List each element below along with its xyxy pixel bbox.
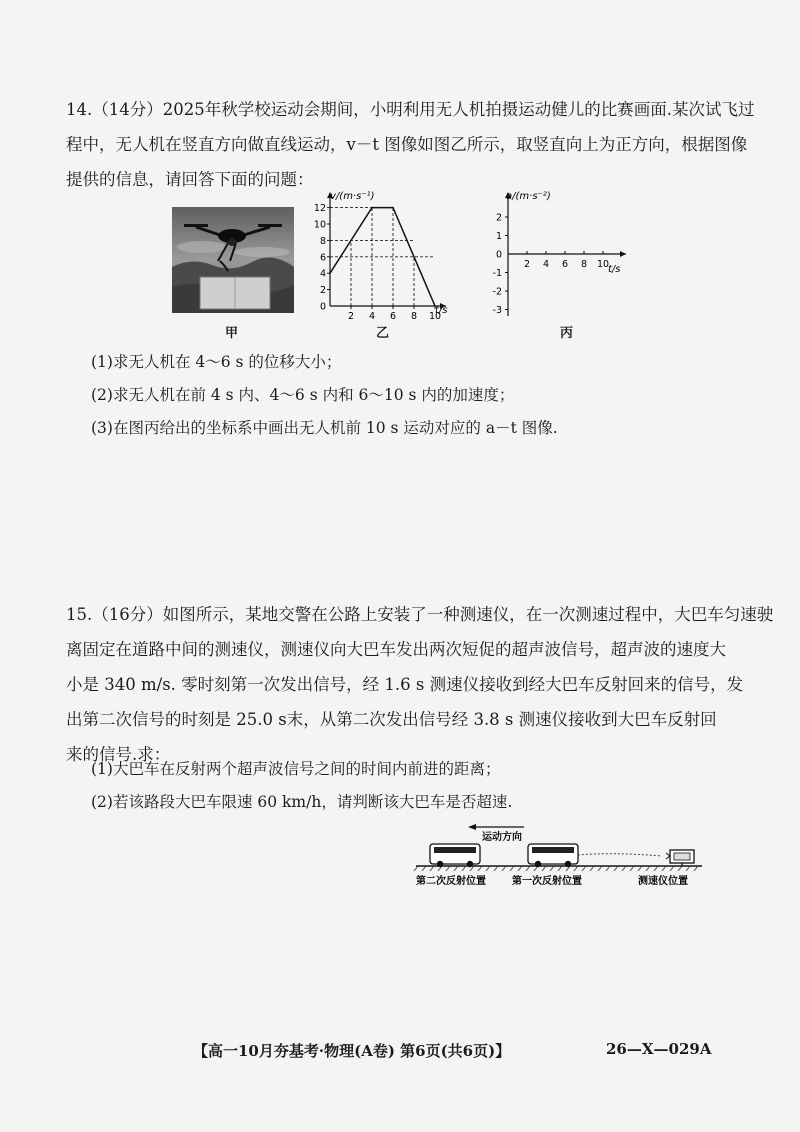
q14-line-3: 提供的信息，请回答下面的问题： (66, 170, 314, 189)
vt-y-tick-label: 4 (319, 268, 326, 280)
at-x-tick-label: 10 (596, 259, 610, 270)
at-y-tick-label: -2 (492, 286, 502, 298)
bus-second-position-icon (430, 844, 480, 867)
page-footer: 【高一10月夯基考·物理(A卷) 第6页(共6页)】 (193, 1042, 511, 1060)
q14-line-2: 程中，无人机在竖直方向做直线运动，v－t 图像如图乙所示，取竖直向上为正方向，根据图像 (66, 135, 748, 154)
vt-x-tick-label: 10 (428, 311, 442, 322)
q15-sub-2: (2)若该路段大巴车限速 60 km/h，请判断该大巴车是否超速. (91, 793, 513, 811)
vt-guides (330, 208, 435, 306)
label-first-reflection: 第一次反射位置 (512, 876, 582, 887)
vt-y-tick-label: 10 (313, 219, 326, 231)
q14-sub-3: (3)在图丙给出的坐标系中画出无人机前 10 s 运动对应的 a－t 图像. (91, 419, 558, 437)
figure-jia-drone-photo (172, 207, 294, 317)
at-x-arrow-icon (620, 251, 626, 257)
left-arrow-icon (468, 824, 476, 830)
road-diagram (412, 820, 704, 892)
at-y-tick-label: 0 (495, 249, 502, 261)
drone-photo-image (172, 207, 294, 313)
question-14 (66, 92, 755, 197)
vt-data-point (329, 272, 331, 274)
vt-y-tick-label: 2 (319, 285, 326, 297)
at-y-tick-label: 1 (495, 231, 502, 242)
paper-code: 26—X—029A (606, 1040, 712, 1058)
q15-line-3: 小是 340 m/s. 零时刻第一次发出信号，经 1.6 s 测速仪接收到经大巴车反射回来的信号，发 (66, 675, 744, 694)
q15-sub-1: (1)大巴车在反射两个超声波信号之间的时间内前进的距离； (91, 760, 501, 778)
question-15 (66, 597, 774, 772)
q15-line-5: 来的信号.求： (66, 745, 171, 764)
at-chart (480, 188, 630, 320)
at-y-tick-label: -3 (492, 305, 502, 316)
vt-data-point (392, 207, 394, 209)
vt-y-tick-label: 8 (319, 235, 326, 247)
caption-bing: 丙 (560, 326, 574, 341)
at-x-tick-label: 8 (580, 259, 588, 270)
vt-x-tick-label: 4 (368, 311, 376, 322)
vt-x-tick-label: 8 (410, 311, 418, 322)
direction-label: 运动方向 (482, 832, 522, 843)
at-ticks (493, 213, 610, 317)
at-x-tick-label: 6 (561, 259, 569, 270)
vt-y-tick-label: 12 (313, 203, 326, 215)
q15-line-2: 离固定在道路中间的测速仪，测速仪向大巴车发出两次短促的超声波信号，超声波的速度大 (66, 640, 726, 659)
vt-ticks (314, 203, 441, 322)
label-second-reflection: 第二次反射位置 (416, 876, 486, 887)
vt-y-tick-label: 0 (319, 301, 326, 313)
at-x-tick-label: 2 (523, 259, 531, 270)
at-y-tick-label: -1 (492, 268, 502, 279)
q14-line-1: 14.（14分）2025年秋学校运动会期间，小明利用无人机拍摄运动健儿的比赛画面.某次试飞过 (66, 100, 755, 119)
vt-x-tick-label: 6 (389, 311, 397, 322)
caption-yi: 乙 (376, 326, 390, 341)
at-y-axis-label: a/(m·s⁻²) (506, 191, 551, 202)
bus-first-position-icon (528, 844, 578, 867)
at-y-tick-label: 2 (495, 212, 502, 224)
caption-jia: 甲 (225, 326, 239, 341)
vt-x-tick-label: 2 (347, 311, 355, 322)
vt-data-point (371, 207, 373, 209)
speed-device-icon (666, 850, 694, 866)
label-device-position: 测速仪位置 (638, 876, 688, 887)
q15-line-1: 15.（16分）如图所示，某地交警在公路上安装了一种测速仪，在一次测速过程中，大巴车匀速驶 (66, 605, 774, 624)
q14-sub-1: (1)求无人机在 4～6 s 的位移大小； (91, 353, 342, 371)
at-x-axis-label: t/s (608, 264, 621, 275)
figure-yi-vt-graph (308, 188, 456, 327)
figure-road-speed-measure (412, 820, 704, 896)
ultrasonic-signal-path (578, 854, 662, 856)
figure-bing-at-axes (480, 188, 630, 324)
q14-sub-2: (2)求无人机在前 4 s 内、4～6 s 内和 6～10 s 内的加速度； (91, 386, 515, 404)
vt-x-axis-label: t/s (435, 305, 448, 316)
vt-y-tick-label: 6 (319, 252, 326, 264)
vt-chart (308, 188, 456, 323)
q15-line-4: 出第二次信号的时刻是 25.0 s末，从第二次发出信号经 3.8 s 测速仪接收到大巴车反射回 (66, 710, 717, 729)
at-x-tick-label: 4 (542, 259, 550, 270)
vt-y-axis-label: v/(m·s⁻¹) (330, 191, 375, 202)
